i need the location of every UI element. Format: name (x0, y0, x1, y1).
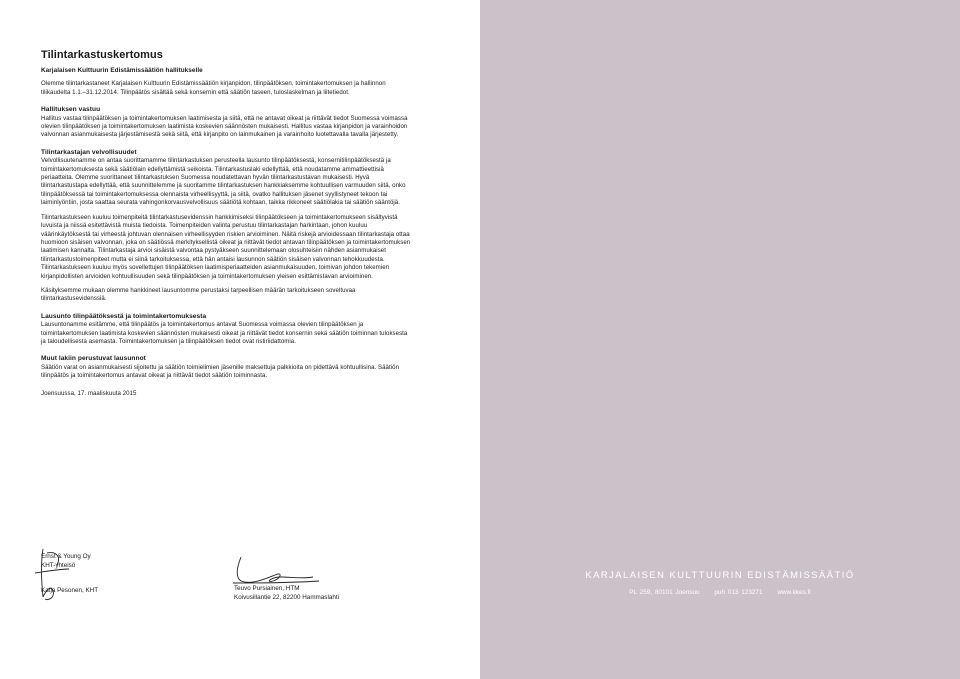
opinion-paragraph: Lausuntonamme esitämme, että tilinpäätös ja toimintakertomus antavat Suomessa voimassa olevien tilinpäätöksen ja toimintakertomuksen laatimista koskevien säännösten mukaisesti oikeat ja riittävät tiedot konsernin sekä säätiön toiminnan tuloksesta ja taloudellisesta asemasta. Toimintakertomuksen ja tilinpäätöksen tiedot ovat ristiriidattomia. (41, 321, 408, 345)
other-statements-paragraph: Säätiön varat on asianmukaisesti sijoitettu ja säätiön toimielimien jäsenille maksettuja palkkioita on pidettävä kohtuullisina. Säätiön tilinpäätös ja toimintakertomus antavat oikeat ja riittävät tiedot säätiön toiminnasta. (41, 363, 400, 380)
opinion-heading: Lausunto tilinpäätöksestä ja toimintakertomuksesta (41, 312, 207, 320)
audit-firm-type: KHT-yhteisö (41, 561, 76, 569)
foundation-panel (480, 0, 960, 679)
foundation-address: PL 259, 80101 Joensuu (629, 589, 700, 596)
auditor-paragraph-1: Velvollisuutenamme on antaa suorittamamme tilintarkastuksen perusteella lausunto tilinpäätöksestä, konsernitilinpäätöksestä ja toimintakertomuksesta sekä säätiölain edellyttämistä seikoista. Tilintarkastuslaki edellyttää, että noudatamme ammattieettisiä periaatteita. Olemme suorittaneet tilintarkastuksen Suomessa noudatettavan hyvän tilintarkastustavan mukaisesti. Hyvä tilintarkastustapa edellyttää, että suunnittelemme ja suoritamme tilintarkastuksen hankkiaksemme kohtuullisen varmuuden siitä, onko tilinpäätöksessä tai toimintakertomuksessa olennaista virheellisyyttä, ja siitä, ovatko hallituksen jäsenet syyllistyneet tekoon tai laiminlyöntiin, josta saattaa seurata vahingonkorvausvelvollisuus säätiötä kohtaan, taikka rikkoneet säätiölakia tai säätiön sääntöjä. (41, 157, 406, 207)
report-body (41, 48, 413, 398)
board-heading: Hallituksen vastuu (41, 106, 101, 114)
left-signatory-name: Katja Pesonen, KHT (41, 587, 99, 595)
auditor-heading: Tilintarkastajan velvollisuudet (41, 148, 137, 156)
foundation-contact (480, 589, 960, 596)
foundation-phone: puh 013 123271 (714, 589, 763, 596)
board-paragraph: Hallitus vastaa tilinpäätöksen ja toimintakertomuksen laatimisesta ja siitä, että ne antavat oikeat ja riittävät tiedot Suomessa voimassa olevien tilinpäätöksen ja toimintakertomuksen laatimista koskevien säännösten mukaisesti. Hallitus vastaa kirjanpidon ja varainhoidon valvonnan asianmukaisesta järjestämisestä sekä siitä, että kirjanpito on lainmukainen ja varainhoito luotettavalla tavalla järjestetty. (41, 114, 408, 139)
right-signatory-address: Koivusillantie 22, 82200 Hammaslahti (234, 593, 340, 601)
report-addressee: Karjalaisen Kulttuurin Edistämissäätiön hallitukselle (41, 67, 203, 74)
report-title: Tilintarkastuskertomus (41, 49, 163, 61)
right-signatory (234, 585, 339, 602)
auditor-paragraph-2: Tilintarkastukseen kuuluu toimenpiteitä tilintarkastusevidenssin hankkimiseksi tilinpäätökseen ja toimintakertomukseen sisältyvistä luvuista ja niissä esitettävistä muista tiedoista. Toimenpiteiden valinta perustuu tilintarkastajan harkintaan, johon kuuluu väärinkäytöksestä tai virheestä johtuvan olennaisen virheellisyyden riskien arvioiminen. Näitä riskejä arvioidessaan tilintarkastaja ottaa huomioon sisäisen valvonnan, joka on säätiössä merkityksellistä oikeat ja riittävät tiedot antavan tilinpäätöksen ja toimintakertomuksen laatimisen kannalta. Tilintarkastaja arvioi sisäistä valvontaa pystyäkseen suunnittelemaan olosuhteisiin nähden asianmukaiset tilintarkastustoimenpiteet mutta ei siinä tarkoituksessa, että hän antaisi lausunnon säätiön sisäisen valvonnan tehokkuudesta. Tilintarkastukseen kuuluu myös sovellettujen tilinpäätöksen laatimisperiaatteiden asianmukaisuuden, toimivan johdon tekemien kirjanpidollisten arvioiden kohtuullisuuden sekä tilinpäätöksen ja toimintakertomuksen yleisen esittämistavan arvioiminen. (41, 213, 411, 280)
intro-paragraph: Olemme tilintarkastaneet Karjalaisen Kulttuurin Edistämissäätiön kirjanpidon, tilinpäätöksen, toimintakertomuksen ja hallinnon tilikaudelta 1.1.–31.12.2014. Tilinpäätös sisältää sekä konsernin että säätiön taseen, tuloslaskelman ja liitetiedot. (41, 80, 386, 96)
right-signatory-name: Teuvo Pursiainen, HTM (234, 585, 300, 592)
foundation-name: KARJALAISEN KULTTUURIN EDISTÄMISSÄÄTIÖ (585, 569, 855, 580)
audit-firm-name: Ernst & Young Oy (41, 553, 91, 560)
other-statements-heading: Muut lakiin perustuvat lausunnot (41, 355, 146, 363)
left-signatory (41, 553, 98, 596)
auditor-paragraph-3: Käsityksemme mukaan olemme hankkineet lausuntomme perustaksi tarpeellisen määrän tarkoitukseen soveltuvaa tilintarkastusevidenssiä. (41, 286, 356, 303)
signature-area (41, 553, 441, 613)
foundation-website: www.kkes.fi (777, 589, 811, 596)
place-date: Joensuussa, 17. maaliskuuta 2015 (41, 389, 137, 397)
